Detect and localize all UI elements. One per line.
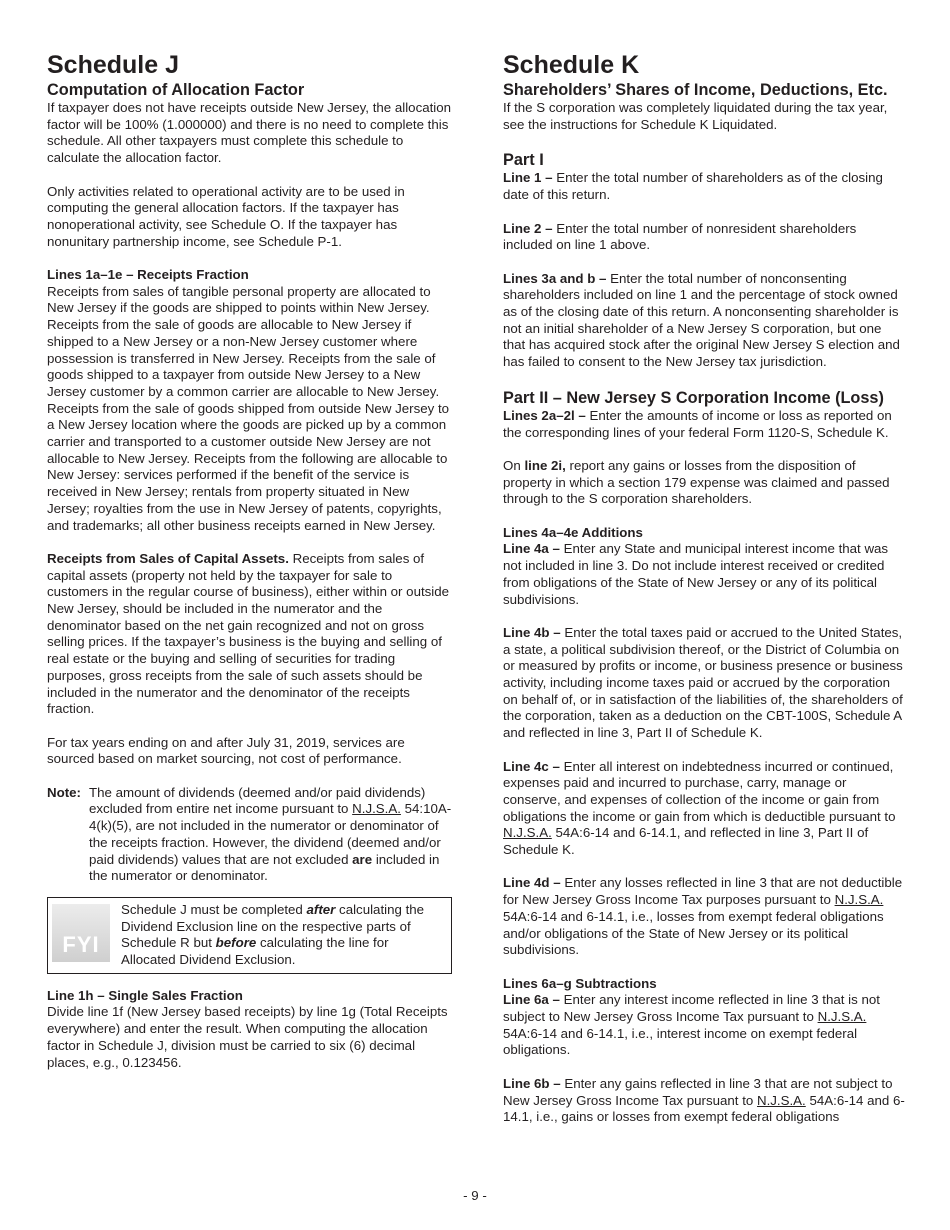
single-sales-heading: Line 1h – Single Sales Fraction <box>47 987 243 1003</box>
receipts-fraction-heading: Lines 1a–1e – Receipts Fraction <box>47 267 249 282</box>
line-6a-paragraph <box>503 992 907 1059</box>
fyi-after: after <box>306 901 336 917</box>
line-1-lead: Line 1 – <box>503 170 553 186</box>
line-4c-lead: Line 4c – <box>503 758 560 774</box>
part-2-heading: Part II – New Jersey S Corporation Income (Loss) <box>503 388 884 407</box>
line-6a-statute: N.J.S.A. <box>817 1009 867 1025</box>
fyi-box <box>47 897 452 974</box>
right-column <box>503 50 907 1126</box>
schedule-j-title: Schedule J <box>47 51 179 79</box>
fyi-icon: FYI <box>52 904 110 962</box>
line-6a-text-a: Enter any interest income reflected in line 3 that is not subject to New Jersey Gross Income Tax pursuant to <box>503 992 880 1025</box>
line-4d-lead: Line 4d – <box>503 875 561 891</box>
line-6b-text-a: Enter any gains reflected in line 3 that are not subject to New Jersey Gross Income Tax pursuant to <box>503 1075 893 1108</box>
lines-2a-2l-body: Enter the amounts of income or loss as reported on the corresponding lines of your federal Form 1120-S, Schedule K. <box>503 407 892 440</box>
line-2i-body: report any gains or losses from the disposition of property in which a section 179 expense was claimed and passed through to the S corporation shareholders. <box>503 457 890 507</box>
line-4a-paragraph <box>503 541 907 608</box>
line-3-paragraph <box>503 271 907 371</box>
line-6b-paragraph <box>503 1076 907 1126</box>
schedule-j-intro: If taxpayer does not have receipts outside New Jersey, the allocation factor will be 100% (1.000000) and there is no need to complete this schedule. All other taxpayers must complete this schedule to calculate the allocation factor. <box>47 100 452 166</box>
line-6a-lead: Line 6a – <box>503 992 560 1008</box>
line-2i-pre: On <box>503 457 525 473</box>
part-1-heading: Part I <box>503 151 544 170</box>
line-6b-text-b: 54A:6-14 and 6-14.1, i.e., gains or losses from exempt federal obligations <box>503 1092 905 1125</box>
schedule-j-subtitle: Computation of Allocation Factor <box>47 81 305 99</box>
capital-assets-body: Receipts from sales of capital assets (property not held by the taxpayer for sale to customers in the regular course of business), either within or outside New Jersey, should be included in the numerator and the denominator based on the net gain recognized and not on gross selling prices. If the taxpayer’s business is the buying and selling of real estate or the buying and selling of securities for trading purposes, gross receipts from the sale of such assets should be included in the numerator and the denominator of the receipts fraction. <box>47 550 450 717</box>
operational-activity-paragraph: Only activities related to operational activity are to be used in computing the general allocation factors. If the taxpayer has nonoperational activity, see Schedule O. If the taxpayer has nonunitary partnership income, see Schedule P-1. <box>47 183 405 249</box>
schedule-k-title: Schedule K <box>503 51 640 79</box>
additions-heading: Lines 4a–4e Additions <box>503 524 643 540</box>
fyi-before: before <box>215 935 257 951</box>
fyi-text-c: calculating the line for Allocated Dividend Exclusion. <box>121 935 389 968</box>
line-1-body: Enter the total number of shareholders as of the closing date of this return. <box>503 170 883 203</box>
receipts-fraction-body: Receipts from sales of tangible personal property are allocated to New Jersey if the goods are shipped to points within New Jersey. Receipts from the sale of goods are allocable to New Jersey if shipped to a New Jersey or a non-New Jersey customer where possession is transferred in New Jersey. Receipts from the sale of goods shipped to a taxpayer from outside New Jersey to a New Jersey customer by a common carrier are allocable to New Jersey. Receipts from the sale of goods shipped from outside New Jersey to a New Jersey location where the goods are picked up by a common carrier and transported to a customer outside New Jersey are not allocable to New Jersey. Receipts from the following are allocable to New Jersey: services performed if the benefit of the service is received in New Jersey; rentals from property situated in New Jersey; royalties from the use in New Jersey of patents, copyrights, and trademarks; all other business receipts earned in New Jersey. <box>47 283 450 533</box>
line-2-body: Enter the total number of nonresident shareholders included on line 1 above. <box>503 220 857 253</box>
line-3-body: Enter the total number of nonconsenting shareholders included on line 1 and the percentage of stock owned as of the closing date of this return. A nonconsenting shareholder is not an initial shareholder of a New Jersey S corporation, but one that has acquired stock after the original New Jersey S election and has failed to consent to the New Jersey tax jurisdiction. <box>503 270 900 370</box>
line-4d-paragraph <box>503 875 907 959</box>
line-2i-paragraph <box>503 458 907 508</box>
note-statute: N.J.S.A. <box>352 801 401 817</box>
line-4c-text-b: 54A:6-14 and 6-14.1, and reflected in line 3, Part II of Schedule K. <box>503 825 869 858</box>
lines-2a-2l-lead: Lines 2a–2l – <box>503 407 586 423</box>
line-2i-lead: line 2i, <box>524 457 566 473</box>
line-4b-body: Enter the total taxes paid or accrued to the United States, a state, a political subdivision thereof, or the District of Columbia on or measured by profits or income, or business presence or business activity, including income taxes paid or accrued by the corporation on behalf of, or in satisfaction of the liabilities of, the shareholders of the corporation, taken as a deduction on the CBT-100S, Schedule A and reflected in line 3, Part II of Schedule K. <box>503 624 903 741</box>
line-4b-lead: Line 4b – <box>503 624 561 640</box>
line-6a-text-b: 54A:6-14 and 6-14.1, i.e., interest income on exempt federal obligations. <box>503 1025 858 1058</box>
note-label: Note: <box>47 784 81 800</box>
line-4a-lead: Line 4a – <box>503 541 560 557</box>
line-4a-body: Enter any State and municipal interest income that was not included in line 3. Do not include interest received or credited from obligations of the State of New Jersey or any of its political subdivisions. <box>503 541 889 607</box>
line-4c-paragraph <box>503 759 907 859</box>
lines-2a-2l-paragraph <box>503 408 907 441</box>
note-text-a: The amount of dividends (deemed and/or paid dividends) excluded from entire net income pursuant to <box>89 784 426 817</box>
line-2-lead: Line 2 – <box>503 220 553 236</box>
services-sourcing-paragraph: For tax years ending on and after July 31, 2019, services are sourced based on market sourcing, not cost of performance. <box>47 734 405 767</box>
line-4c-statute: N.J.S.A. <box>503 825 552 841</box>
line-6b-statute: N.J.S.A. <box>756 1092 806 1108</box>
note-are: are <box>352 851 373 867</box>
line-6b-lead: Line 6b – <box>503 1075 561 1091</box>
line-3-lead: Lines 3a and b – <box>503 270 607 286</box>
schedule-k-intro: If the S corporation was completely liquidated during the tax year, see the instructions for Schedule K Liquidated. <box>503 100 888 132</box>
capital-assets-lead: Receipts from Sales of Capital Assets. <box>47 550 289 566</box>
line-1-paragraph <box>503 170 907 203</box>
line-4d-statute: N.J.S.A. <box>834 892 884 908</box>
note-text-c: included in the numerator or denominator. <box>89 851 440 884</box>
single-sales-body: Divide line 1f (New Jersey based receipts) by line 1g (Total Receipts everywhere) and enter the result. When computing the allocation factor in Schedule J, division must be carried to six (6) decimal places, e.g., 0.123456. <box>47 1004 448 1070</box>
fyi-text-a: Schedule J must be completed <box>121 901 307 917</box>
line-4d-text-a: Enter any losses reflected in line 3 that are not deductible for New Jersey Gross Income Tax purposes pursuant to <box>503 875 903 908</box>
note-text-b: 54:10A-4(k)(5), are not included in the numerator or denominator of the receipts fraction. However, the dividend (deemed and/or paid dividends) values that are not excluded <box>89 801 452 867</box>
fyi-text-b: calculating the Dividend Exclusion line on the respective parts of Schedule R but <box>121 901 425 951</box>
line-4d-text-b: 54A:6-14 and 6-14.1, i.e., losses from exempt federal obligations and/or obligations of the State of New Jersey or its political subdivisions. <box>503 908 884 958</box>
dividends-note <box>47 785 452 885</box>
fyi-text <box>121 902 445 969</box>
capital-assets-paragraph <box>47 551 452 718</box>
subtractions-heading: Lines 6a–g Subtractions <box>503 975 657 991</box>
line-2-paragraph <box>503 221 907 254</box>
note-body <box>89 785 452 885</box>
schedule-k-subtitle: Shareholders’ Shares of Income, Deductions, Etc. <box>503 81 888 99</box>
left-column <box>47 50 452 1071</box>
line-4b-paragraph <box>503 625 907 742</box>
line-4c-text-a: Enter all interest on indebtedness incurred or continued, expenses paid and incurred to purchase, carry, manage or conserve, and expenses of collection of the income or gain from obligations the income or gain from which is deductible pursuant to <box>503 758 896 824</box>
page-number: - 9 - <box>463 1188 487 1203</box>
